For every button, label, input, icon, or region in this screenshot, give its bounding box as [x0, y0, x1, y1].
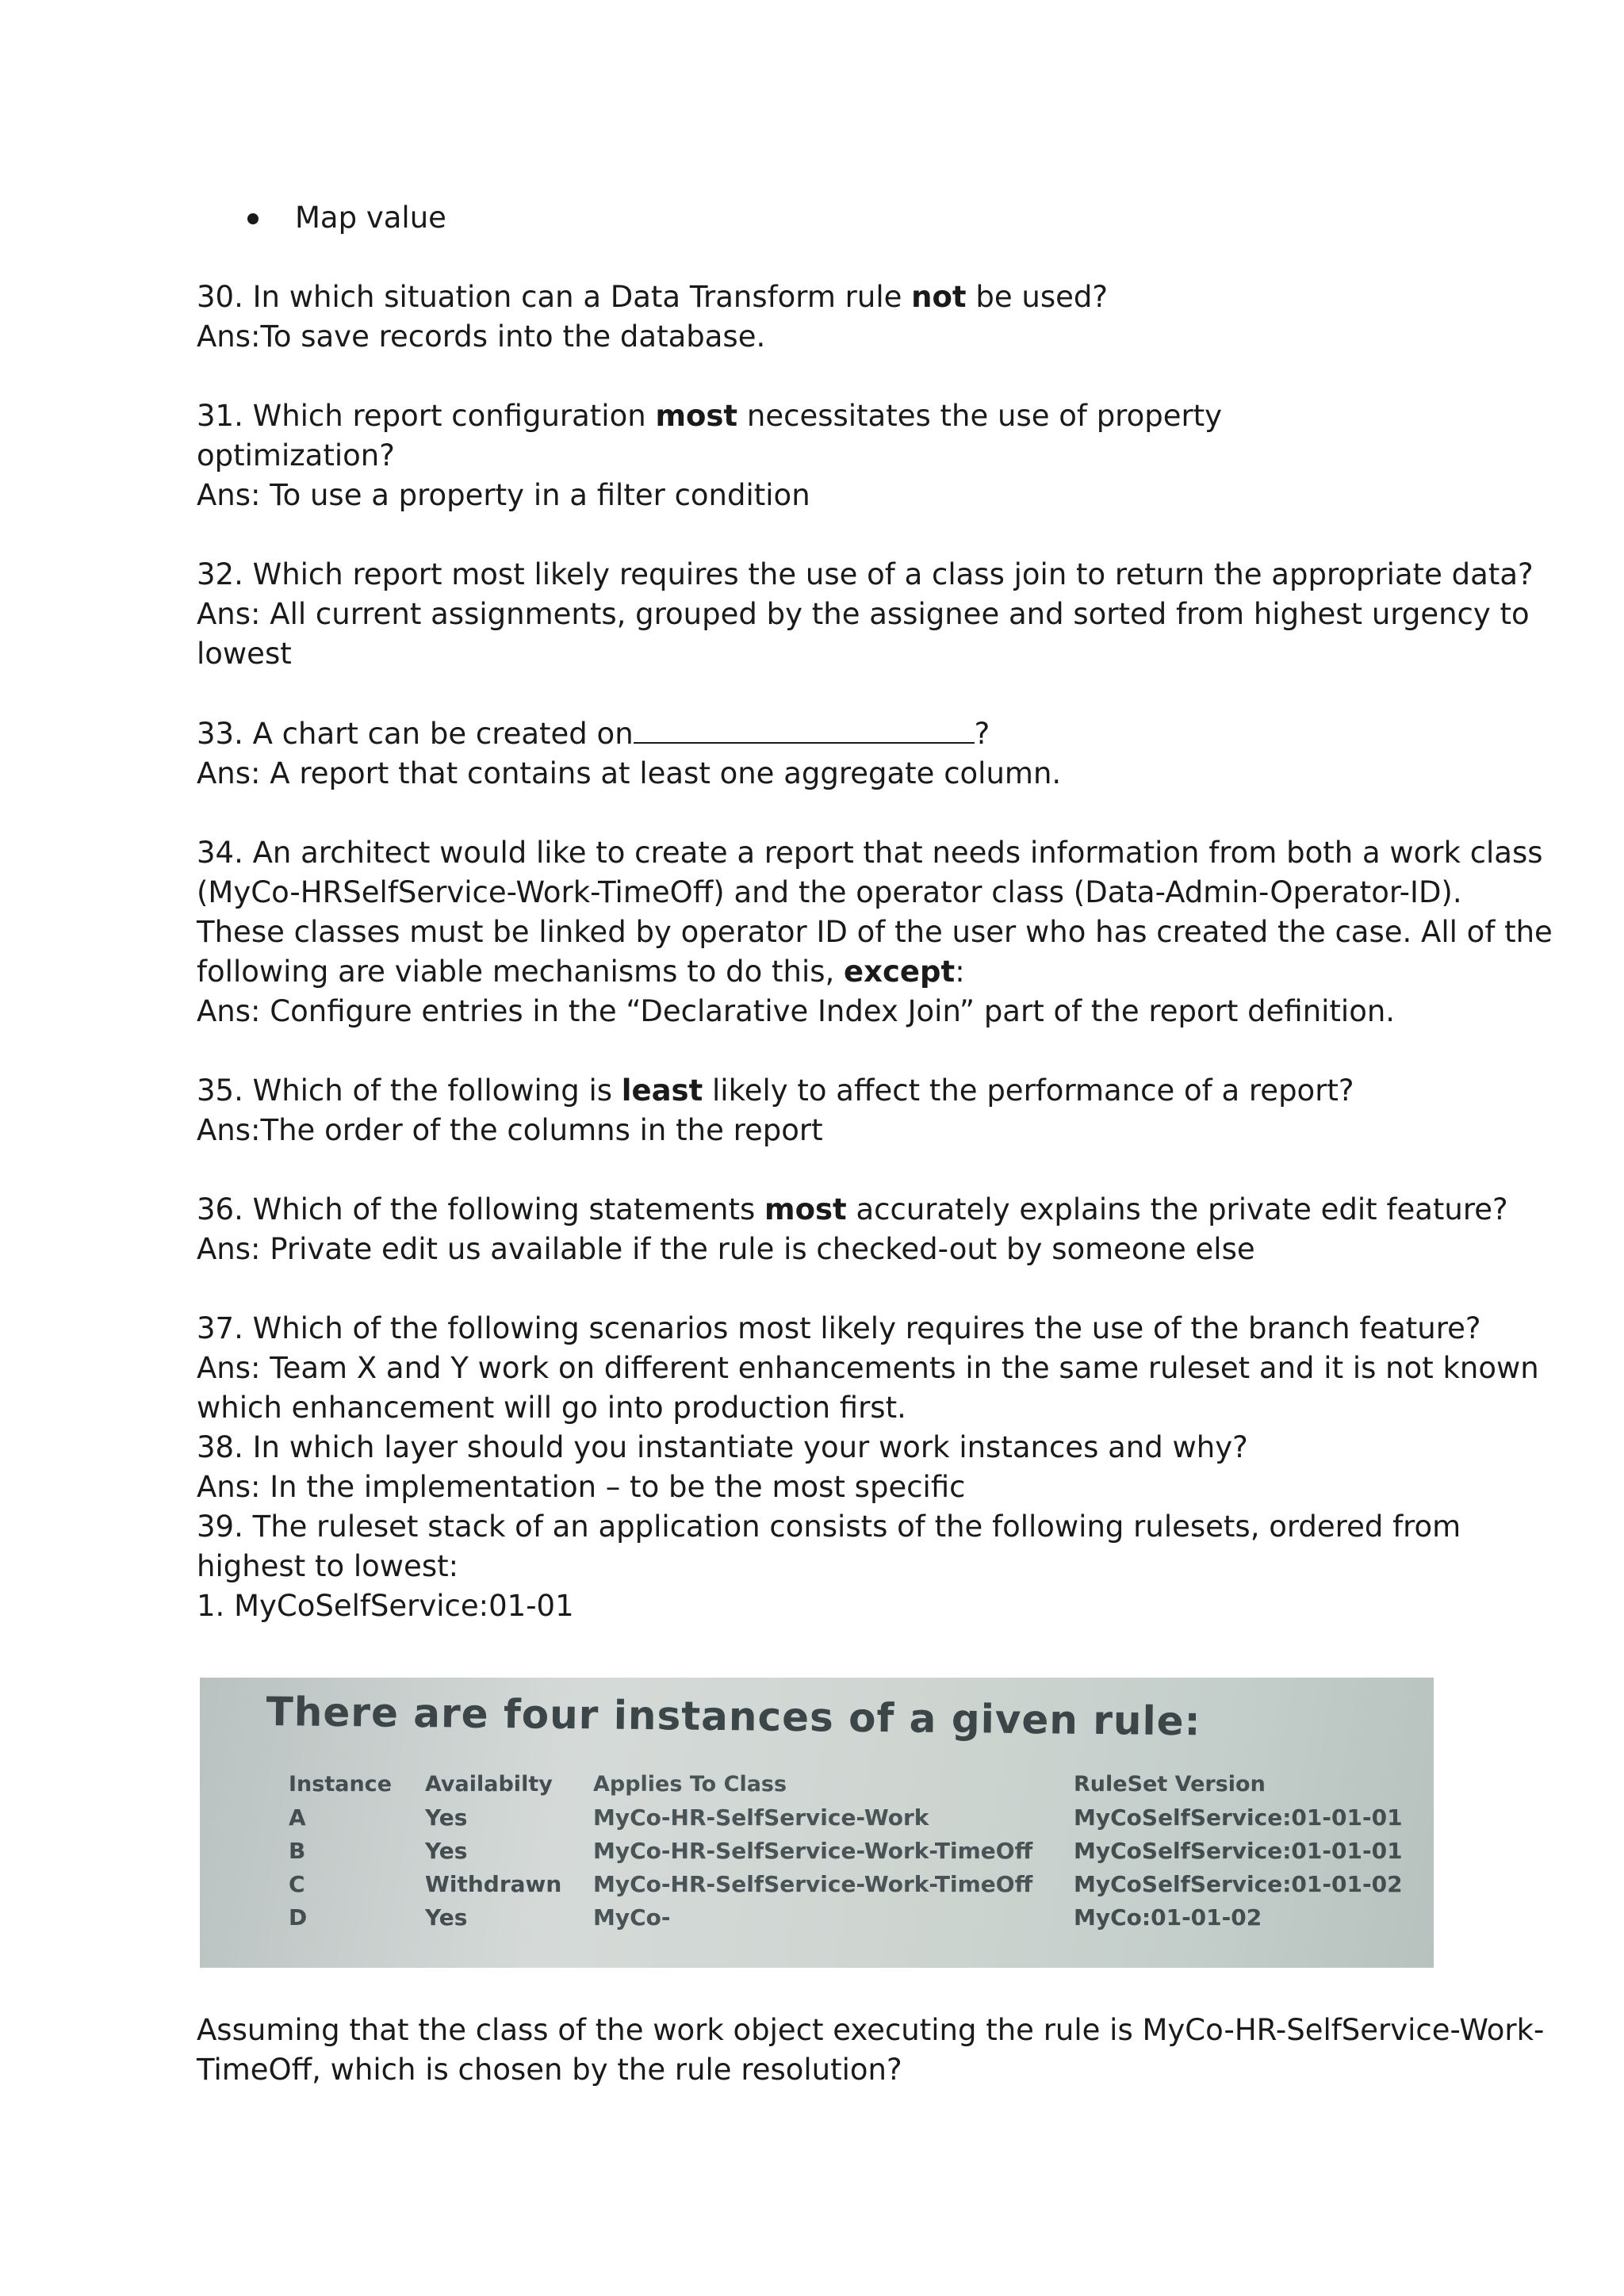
- text-run: 32. Which report most likely requires the use of a class join to return the appropriate data?: [197, 557, 1534, 591]
- question-list: [197, 277, 1553, 1626]
- text-line: [197, 436, 1434, 476]
- text-run: 33. A chart can be created on: [197, 717, 634, 751]
- emphasis-text: most: [764, 1192, 847, 1226]
- closing-line: TimeOff, which is chosen by the rule resolution?: [197, 2053, 902, 2087]
- cell-instance: D: [289, 1904, 308, 1931]
- text-run: Ans: Configure entries in the “Declarative Index Join” part of the report definition.: [197, 994, 1396, 1028]
- text-run: 35. Which of the following is: [197, 1073, 622, 1108]
- text-line: [197, 714, 1434, 754]
- text-run: be used?: [966, 280, 1108, 314]
- text-line: [197, 595, 1530, 634]
- text-line: [197, 1507, 1461, 1547]
- cell-instance: C: [289, 1871, 305, 1897]
- text-line: [197, 1111, 1434, 1150]
- text-run: 34. An architect would like to create a report that needs information from both a work class: [197, 836, 1543, 870]
- text-run: 1. MyCoSelfService:01-01: [197, 1589, 574, 1623]
- question-block: [197, 1309, 1539, 1626]
- text-run: (MyCo-HRSelfService-Work-TimeOff) and the operator class (Data-Admin-Operator-ID).: [197, 875, 1462, 909]
- question-block: [197, 396, 1434, 515]
- text-line: [197, 1428, 1434, 1468]
- text-line: [197, 1071, 1434, 1111]
- text-line: [197, 913, 1553, 952]
- text-run: Ans:The order of the columns in the report: [197, 1113, 823, 1147]
- cell-availability: Yes: [425, 1804, 468, 1831]
- text-run: 30. In which situation can a Data Transform rule: [197, 280, 912, 314]
- text-run: Ans: To use a property in a filter condition: [197, 478, 810, 512]
- text-line: [197, 555, 1534, 595]
- text-run: necessitates the use of property: [737, 399, 1223, 433]
- header-applies-to: Applies To Class: [593, 1772, 787, 1797]
- text-run: likely to affect the performance of a report?: [703, 1073, 1354, 1108]
- header-availability: Availabilty: [425, 1772, 553, 1797]
- text-run: 39. The ruleset stack of an application consists of the following rulesets, ordered from: [197, 1510, 1461, 1544]
- text-run: Ans: A report that contains at least one aggregate column.: [197, 756, 1062, 790]
- text-run: Ans:To save records into the database.: [197, 320, 766, 354]
- emphasis-text: except: [844, 955, 956, 989]
- bullet-dot-icon: [247, 213, 259, 224]
- text-line: [197, 396, 1434, 436]
- text-line: [197, 952, 1434, 992]
- question-block: [197, 1071, 1434, 1150]
- rule-instances-photo: [200, 1678, 1434, 1968]
- text-run: These classes must be linked by operator ID of the user who has created the case. All of the: [197, 915, 1553, 949]
- cell-availability: Withdrawn: [425, 1871, 562, 1897]
- text-run: optimization?: [197, 438, 395, 473]
- emphasis-text: not: [911, 280, 967, 314]
- cell-class: MyCo-: [593, 1904, 671, 1931]
- text-run: Ans: Private edit us available if the rule is checked-out by someone else: [197, 1232, 1255, 1266]
- text-run: Ans: Team X and Y work on different enhancements in the same ruleset and it is not known: [197, 1351, 1539, 1385]
- question-block: [197, 555, 1534, 674]
- document-body: [197, 198, 1553, 1626]
- question-block: [197, 277, 1434, 357]
- cell-version: MyCoSelfService:01-01-01: [1074, 1838, 1403, 1864]
- text-line: [197, 1230, 1434, 1269]
- question-block: [197, 1190, 1508, 1269]
- text-run: Ans: All current assignments, grouped by the assignee and sorted from highest urgency to: [197, 597, 1530, 631]
- header-ruleset-version: RuleSet Version: [1074, 1772, 1266, 1797]
- text-line: [197, 1586, 1434, 1626]
- photo-title: There are four instances of a given rule:: [266, 1689, 1201, 1745]
- text-line: [197, 1349, 1539, 1388]
- cell-version: MyCoSelfService:01-01-02: [1074, 1871, 1403, 1897]
- emphasis-text: least: [621, 1073, 703, 1108]
- cell-class: MyCo-HR-SelfService-Work: [593, 1804, 929, 1831]
- bullet-item: [197, 198, 1434, 238]
- text-line: [197, 634, 1434, 674]
- emphasis-text: most: [655, 399, 738, 433]
- text-line: [197, 1388, 1434, 1428]
- cell-instance: A: [289, 1804, 306, 1831]
- text-line: [197, 277, 1434, 317]
- text-run: ?: [974, 717, 990, 751]
- text-line: [197, 754, 1434, 794]
- text-line: [197, 873, 1462, 913]
- header-instance: Instance: [289, 1772, 393, 1797]
- cell-version: MyCo:01-01-02: [1074, 1904, 1262, 1931]
- text-run: :: [955, 955, 965, 989]
- text-run: 38. In which layer should you instantiate your work instances and why?: [197, 1430, 1248, 1464]
- cell-version: MyCoSelfService:01-01-01: [1074, 1804, 1403, 1831]
- cell-class: MyCo-HR-SelfService-Work-TimeOff: [593, 1871, 1033, 1897]
- closing-line: Assuming that the class of the work object executing the rule is MyCo-HR-SelfService-Work-: [197, 2013, 1545, 2047]
- question-block: [197, 833, 1553, 1031]
- text-run: highest to lowest:: [197, 1549, 459, 1583]
- text-run: lowest: [197, 637, 292, 671]
- text-run: 31. Which report configuration: [197, 399, 656, 433]
- text-line: [197, 1468, 1434, 1507]
- text-run: 36. Which of the following statements: [197, 1192, 765, 1226]
- text-run: Ans: In the implementation – to be the most specific: [197, 1470, 966, 1504]
- text-line: [197, 1547, 1434, 1586]
- cell-instance: B: [289, 1838, 306, 1864]
- text-run: 37. Which of the following scenarios most likely requires the use of the branch feature?: [197, 1311, 1481, 1345]
- text-line: [197, 992, 1434, 1031]
- text-run: following are viable mechanisms to do this,: [197, 955, 845, 989]
- text-line: [197, 476, 1434, 515]
- text-line: [197, 833, 1543, 873]
- text-run: which enhancement will go into production first.: [197, 1391, 906, 1425]
- question-block: [197, 714, 1434, 794]
- cell-availability: Yes: [425, 1838, 468, 1864]
- text-run: accurately explains the private edit feature?: [846, 1192, 1508, 1226]
- cell-class: MyCo-HR-SelfService-Work-TimeOff: [593, 1838, 1033, 1864]
- closing-question: [197, 2011, 1545, 2090]
- text-line: [197, 1190, 1508, 1230]
- text-line: [197, 1309, 1481, 1349]
- fill-in-blank: [634, 714, 975, 744]
- text-line: [197, 317, 1434, 357]
- cell-availability: Yes: [425, 1904, 468, 1931]
- bullet-text: Map value: [295, 201, 446, 235]
